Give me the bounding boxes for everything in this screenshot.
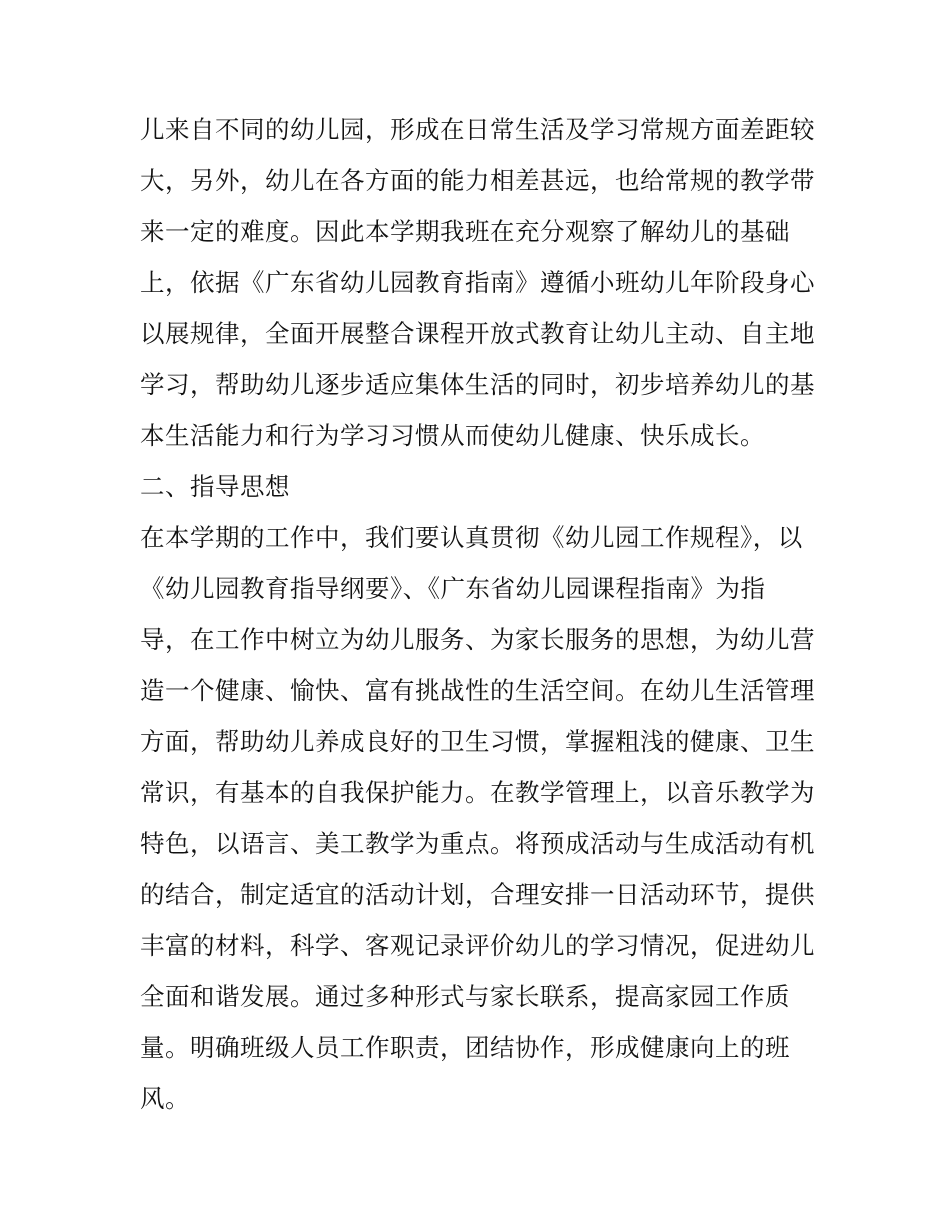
document-text-body — [140, 108, 820, 1128]
text-line-9: 在本学期的工作中，我们要认真贯彻《幼儿园工作规程》，以 — [140, 523, 803, 552]
text-line-11: 导，在工作中树立为幼儿服务、为家长服务的思想，为幼儿营 — [140, 625, 815, 654]
text-line-3: 来一定的难度。因此本学期我班在充分观察了解幼儿的基础 — [140, 217, 790, 246]
text-line-14: 常识，有基本的自我保护能力。在教学管理上，以音乐教学为 — [140, 778, 815, 807]
text-line-2: 大，另外，幼儿在各方面的能力相差甚远，也给常规的教学带 — [140, 166, 815, 195]
text-line-5: 以展规律，全面开展整合课程开放式教育让幼儿主动、自主地 — [140, 319, 815, 348]
text-line-20: 风。 — [140, 1084, 190, 1113]
text-line-10: 《幼儿园教育指导纲要》、《广东省幼儿园课程指南》为指 — [140, 574, 766, 603]
section-heading-guiding-ideology: 二、指导思想 — [140, 472, 290, 501]
text-line-13: 方面，帮助幼儿养成良好的卫生习惯，掌握粗浅的健康、卫生 — [140, 727, 815, 756]
text-line-7: 本生活能力和行为学习习惯从而使幼儿健康、快乐成长。 — [140, 421, 765, 450]
text-line-19: 量。明确班级人员工作职责，团结协作，形成健康向上的班 — [140, 1033, 790, 1062]
text-line-6: 学习，帮助幼儿逐步适应集体生活的同时，初步培养幼儿的基 — [140, 370, 815, 399]
text-line-16: 的结合，制定适宜的活动计划，合理安排一日活动环节，提供 — [140, 880, 815, 909]
text-line-4: 上，依据《广东省幼儿园教育指南》遵循小班幼儿年阶段身心 — [140, 268, 815, 297]
text-line-15: 特色，以语言、美工教学为重点。将预成活动与生成活动有机 — [140, 829, 815, 858]
text-line-1: 儿来自不同的幼儿园，形成在日常生活及学习常规方面差距较 — [140, 115, 815, 144]
text-line-18: 全面和谐发展。通过多种形式与家长联系，提高家园工作质 — [140, 982, 790, 1011]
text-line-17: 丰富的材料，科学、客观记录评价幼儿的学习情况，促进幼儿 — [140, 931, 815, 960]
text-line-12: 造一个健康、愉快、富有挑战性的生活空间。在幼儿生活管理 — [140, 676, 815, 705]
